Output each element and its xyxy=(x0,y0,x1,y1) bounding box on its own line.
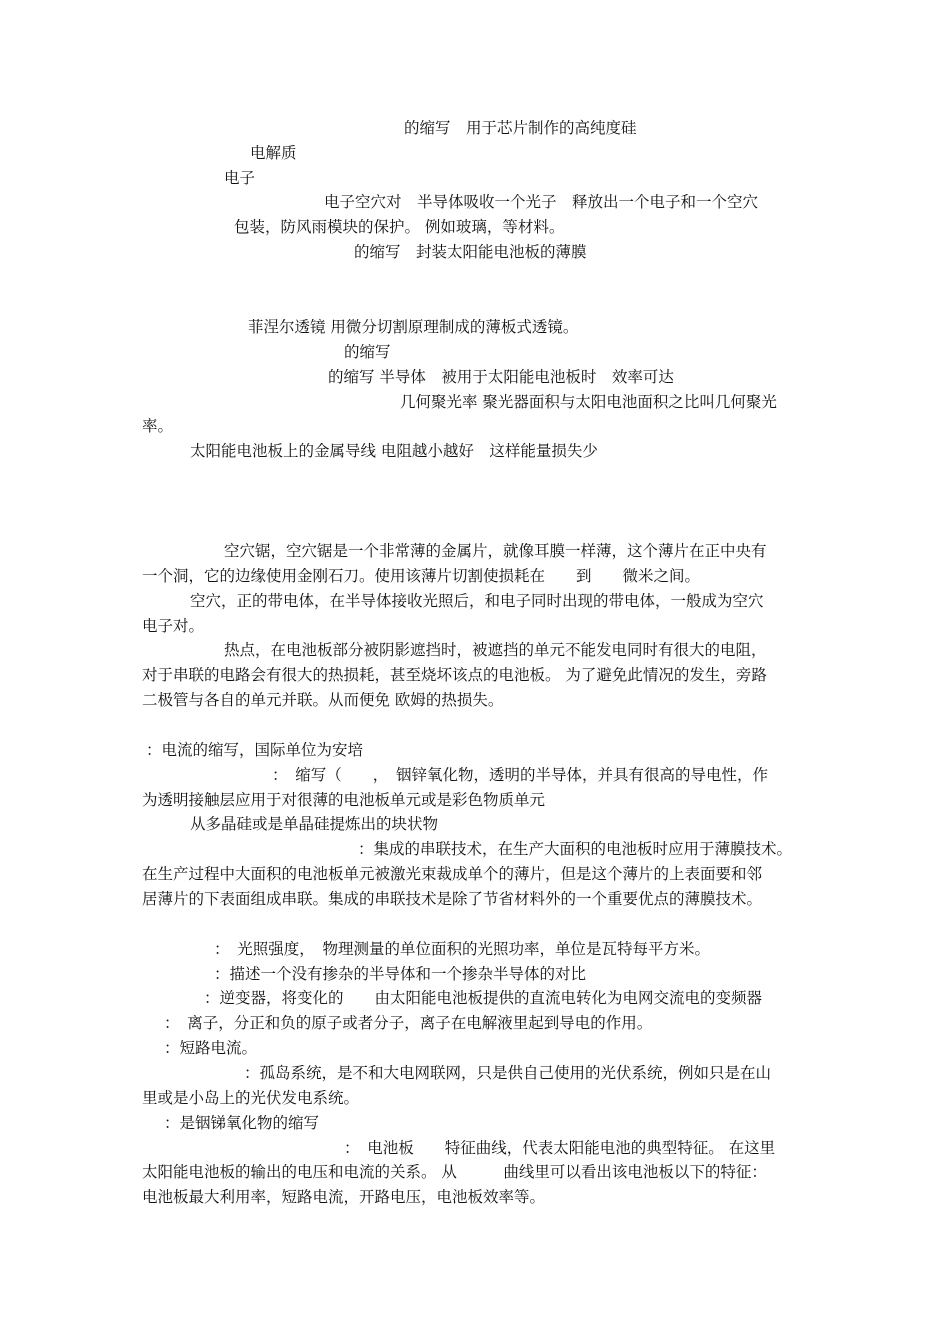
text-line: 从多晶硅或是单晶硅提炼出的块状物 xyxy=(190,815,439,833)
text-line: ： 光照强度， 物理测量的单位面积的光照功率，单位是瓦特每平方米。 xyxy=(214,940,711,958)
text-line: ：是铟锑氧化物的缩写 xyxy=(164,1114,320,1132)
text-line: 菲涅尔透镜 用微分切割原理制成的薄板式透镜。 xyxy=(248,318,579,336)
text-line: ：集成的串联技术，在生产大面积的电池板时应用于薄膜技术。 xyxy=(358,840,793,858)
text-line: 太阳能电池板上的金属导线 电阻越小越好 这样能量损失少 xyxy=(190,442,598,460)
text-line: 空穴锯，空穴锯是一个非常薄的金属片，就像耳膜一样薄，这个薄片在正中央有 xyxy=(224,542,767,560)
text-line: 太阳能电池板的输出的电压和电流的关系。 从 曲线里可以看出该电池板以下的特征： xyxy=(142,1163,767,1181)
text-line: 对于串联的电路会有很大的热损耗，甚至烧坏该点的电池板。 为了避免此情况的发生，旁路 xyxy=(142,666,767,684)
text-line: ：孤岛系统，是不和大电网联网，只是供自己使用的光伏系统，例如只是在山 xyxy=(244,1064,772,1082)
text-line: ： 电池板 特征曲线，代表太阳能电池的典型特征。 在这里 xyxy=(344,1139,776,1157)
text-line: 电池板最大利用率，短路电流，开路电压，电池板效率等。 xyxy=(142,1188,546,1206)
text-line: ：短路电流。 xyxy=(164,1039,258,1057)
text-line: 几何聚光率 聚光器面积与太阳电池面积之比叫几何聚光 xyxy=(400,393,777,411)
text-line: 里或是小岛上的光伏发电系统。 xyxy=(142,1089,360,1107)
text-line: 的缩写 封装太阳能电池板的薄膜 xyxy=(354,243,587,261)
text-line: 的缩写 用于芯片制作的高纯度硅 xyxy=(404,119,637,137)
text-line: 为透明接触层应用于对很薄的电池板单元或是彩色物质单元 xyxy=(142,791,546,809)
text-line: 电子空穴对 半导体吸收一个光子 释放出一个电子和一个空穴 xyxy=(324,193,759,211)
text-line: 包装，防风雨模块的保护。 例如玻璃，等材料。 xyxy=(234,218,565,236)
text-line: ：逆变器，将变化的 由太阳能电池板提供的直流电转化为电网交流电的变频器 xyxy=(204,989,763,1007)
text-line: ：描述一个没有掺杂的半导体和一个掺杂半导体的对比 xyxy=(214,965,587,983)
text-line: 二极管与各自的单元并联。从而便免 欧姆的热损失。 xyxy=(142,691,504,709)
text-line: 率。 xyxy=(142,417,174,435)
text-line: 热点，在电池板部分被阴影遮挡时，被遮挡的单元不能发电同时有很大的电阻， xyxy=(224,641,767,659)
text-line: 电子对。 xyxy=(142,617,205,635)
text-line: 在生产过程中大面积的电池板单元被激光束裁成单个的薄片，但是这个薄片的上表面要和邻 xyxy=(142,865,763,883)
text-line: 一个洞，它的边缘使用金刚石刀。使用该薄片切割使损耗在 到 微米之间。 xyxy=(142,567,701,585)
text-line: 空穴，正的带电体，在半导体接收光照后，和电子同时出现的带电体，一般成为空穴 xyxy=(190,592,764,610)
text-line: ： 缩写（ ， 铟锌氧化物，透明的半导体，并具有很高的导电性，作 xyxy=(272,766,769,784)
text-line: ： 离子，分正和负的原子或者分子，离子在电解液里起到导电的作用。 xyxy=(164,1014,653,1032)
text-line: 电子 xyxy=(224,169,256,187)
text-line: 电解质 xyxy=(250,144,297,162)
text-line: 的缩写 半导体 被用于太阳能电池板时 效率可达 xyxy=(328,368,674,386)
text-line: 居薄片的下表面组成串联。集成的串联技术是除了节省材料外的一个重要优点的薄膜技术。 xyxy=(142,890,763,908)
text-line: ：电流的缩写，国际单位为安培 xyxy=(146,741,364,759)
text-line: 的缩写 xyxy=(344,343,391,361)
